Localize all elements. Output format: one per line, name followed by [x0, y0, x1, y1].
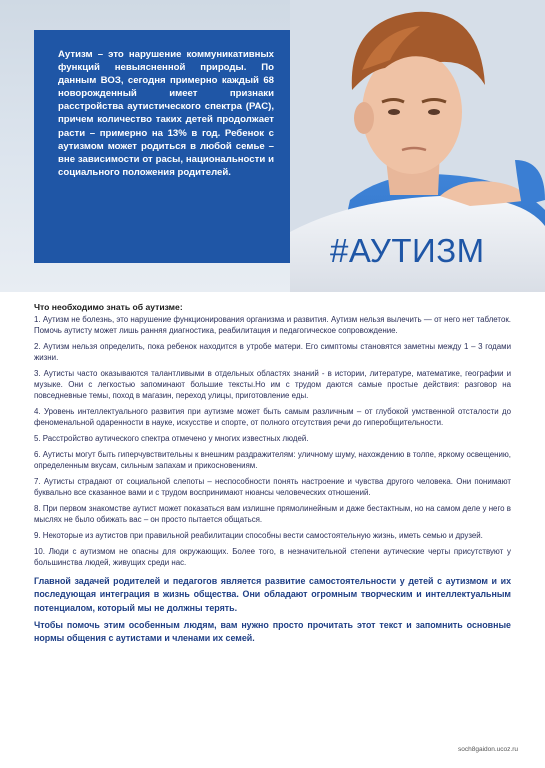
closing-paragraph: Чтобы помочь этим особенным людям, вам нужно просто прочитать этот текст и запомнить основные нормы общения с аутистами и членами их семей. [34, 619, 511, 644]
hashtag-title: #АУТИЗМ [330, 232, 485, 269]
fact-item: 8. При первом знакомстве аутист может показаться вам излишне прямолинейным и даже бестактным, но на самом деле у него в мыслях не было обижать вас – он просто пытается общаться. [34, 504, 511, 525]
fact-item: 10. Люди с аутизмом не опасны для окружающих. Более того, в незначительной степени аутические черты присутствуют у большинства людей, живущих среди нас. [34, 546, 511, 567]
source-url: soch8gaidon.ucoz.ru [458, 746, 518, 753]
fact-item: 1. Аутизм не болезнь, это нарушение функционирования организма и развития. Аутизм нельзя вылечить — от него нет таблеток. Помочь аутисту может лишь ранняя диагностика, реабилитация и педагогическое сопровождение. [34, 315, 511, 336]
fact-item: 6. Аутисты могут быть гиперчувствительны к внешним раздражителям: уличному шуму, нахождению в толпе, яркому освещению, определенным вкусам, сильным запахам и прикосновениям. [34, 450, 511, 471]
fact-item: 7. Аутисты страдают от социальной слепоты – неспособности понять настроение и чувства другого человека. Они понимают буквально все сказанное вами и с трудом воспринимают нюансы человеческих отношений. [34, 477, 511, 498]
fact-item: 9. Некоторые из аутистов при правильной реабилитации способны вести самостоятельную жизнь, иметь семью и друзей. [34, 531, 483, 540]
fact-item: 4. Уровень интеллектуального развития при аутизме может быть самым различным – от глубокой умственной отсталости до феноменальной одаренности в науке, искусстве и спорте, от полного отсутствия речи до гиперобщительности. [34, 407, 511, 428]
section-title: Что необходимо знать об аутизме: [34, 302, 183, 312]
fact-item: 5. Расстройство аутического спектра отмечено у многих известных людей. [34, 434, 309, 444]
fact-item: 2. Аутизм нельзя определить, пока ребенок находится в утробе матери. Его симптомы становятся заметны между 1 – 3 годами жизни. [34, 342, 511, 363]
fact-item: 3. Аутисты часто оказываются талантливыми в отдельных областях знаний - в истории, литературе, математике, географии и музыке. Они с легкостью запоминают большие тексты.Но им с трудом даются самые простые действия: разговор на повседневные темы, поход в магазин, переход улицы, приготовление еды. [34, 369, 511, 401]
facts-section [34, 302, 511, 645]
header-banner [0, 0, 545, 292]
closing-paragraph: Главной задачей родителей и педагогов является развитие самостоятельности у детей с аутизмом и их последующая интеграция в жизнь общества. Они обладают огромным творческим и интеллектуальным потенциалом, который мы не должны терять. [34, 576, 511, 613]
intro-text: Аутизм – это нарушение коммуникативных функций невыясненной природы. По данным ВОЗ, сегодня примерно каждый 68 новорожденный имеет признаки расстройства аутистического спектра (РАС), причем количество таких детей продолжает расти – примерно на 13% в год. Ребенок с аутизмом может родиться в любой семье – вне зависимости от расы, национальности и социального положения родителей. [58, 49, 274, 178]
intro-box [34, 30, 290, 263]
